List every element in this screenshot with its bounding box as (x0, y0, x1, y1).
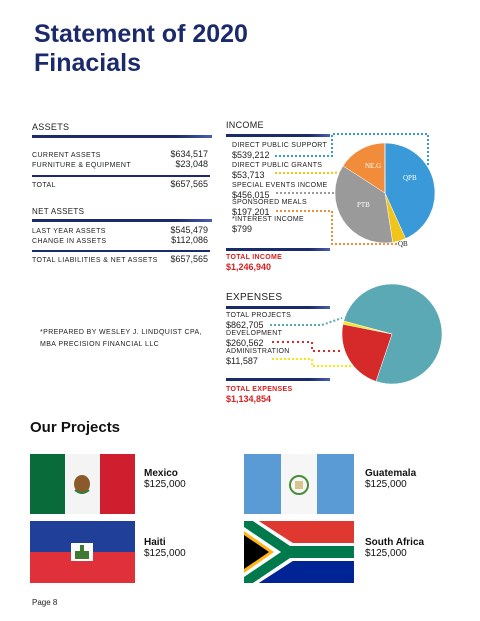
connector-grants (275, 172, 345, 173)
pie-label-events: PTB (357, 201, 370, 209)
income-value: $456,015 (232, 190, 270, 200)
page-number: Page 8 (32, 598, 58, 607)
grand-total-value: $657,565 (170, 254, 208, 264)
asset-row-value: $634,517 (170, 149, 208, 159)
haiti-flag (30, 521, 135, 583)
project-amount: $125,000 (144, 548, 186, 559)
connector-administration (272, 359, 360, 366)
project-name: Guatemala (365, 468, 417, 479)
net-asset-row-label: LAST YEAR ASSETS (32, 228, 106, 235)
mexico-flag (30, 454, 135, 514)
income-total-value: $1,246,940 (226, 262, 272, 272)
expense-value: $260,562 (226, 338, 264, 348)
asset-row-label: FURNITURE & EQUIPMENT (32, 162, 132, 169)
income-label: SPONSORED MEALS (232, 199, 307, 206)
assets-total-value: $657,565 (170, 179, 208, 189)
net-asset-row-value: $545,479 (170, 225, 208, 235)
project-name: Haiti (144, 537, 166, 548)
expenses-divider (226, 306, 330, 309)
projects-heading: Our Projects (30, 419, 121, 436)
income-value: $539,212 (232, 150, 270, 160)
project-name: South Africa (365, 537, 425, 548)
income-value: $197,201 (232, 207, 270, 217)
expenses-total-value: $1,134,854 (226, 394, 272, 404)
income-label: *INTEREST INCOME (232, 216, 304, 223)
project-amount: $125,000 (365, 479, 407, 490)
pie-label-meals: QB (398, 240, 408, 248)
expense-pie (342, 284, 442, 384)
assets-heading: ASSETS (32, 122, 70, 132)
income-pie (335, 143, 435, 243)
net-assets-heading: NET ASSETS (32, 207, 85, 216)
income-value: $799 (232, 224, 253, 234)
expenses-heading: EXPENSES (226, 292, 283, 303)
expense-label: DEVELOPMENT (226, 330, 283, 337)
expense-label: TOTAL PROJECTS (226, 312, 292, 319)
net-asset-row-label: CHANGE IN ASSETS (32, 238, 107, 245)
grand-total-label: TOTAL LIABILITIES & NET ASSETS (32, 257, 158, 264)
pie-label-grants: NE.G (365, 162, 382, 170)
income-heading: INCOME (226, 120, 264, 130)
guatemala-flag (244, 454, 354, 514)
income-label: DIRECT PUBLIC SUPPORT (232, 142, 328, 149)
expense-value: $11,587 (226, 356, 258, 366)
expenses-total-divider (226, 378, 330, 381)
connector-projects (270, 318, 342, 325)
income-label: DIRECT PUBLIC GRANTS (232, 162, 323, 169)
expense-value: $862,705 (226, 320, 264, 330)
income-label: SPECIAL EVENTS INCOME (232, 182, 328, 189)
net-asset-row-value: $112,086 (171, 235, 208, 245)
project-name: Mexico (144, 468, 178, 479)
south-africa-flag (244, 521, 354, 583)
page-title: Statement of 2020 Finacials (34, 20, 248, 77)
project-amount: $125,000 (144, 479, 186, 490)
pie-label-dps: QPB (403, 174, 417, 182)
expenses-total-label: TOTAL EXPENSES (226, 386, 293, 393)
income-total-label: TOTAL INCOME (226, 254, 283, 261)
income-value: $53,713 (232, 170, 265, 180)
project-amount: $125,000 (365, 548, 407, 559)
asset-row-label: CURRENT ASSETS (32, 152, 101, 159)
expense-label: ADMINISTRATION (226, 348, 290, 355)
footnote: *PREPARED BY WESLEY J. LINDQUIST CPA, MBA PRECISION FINANCIAL LLC (40, 329, 202, 348)
assets-total-label: TOTAL (32, 182, 56, 189)
asset-row-value: $23,048 (175, 159, 208, 169)
